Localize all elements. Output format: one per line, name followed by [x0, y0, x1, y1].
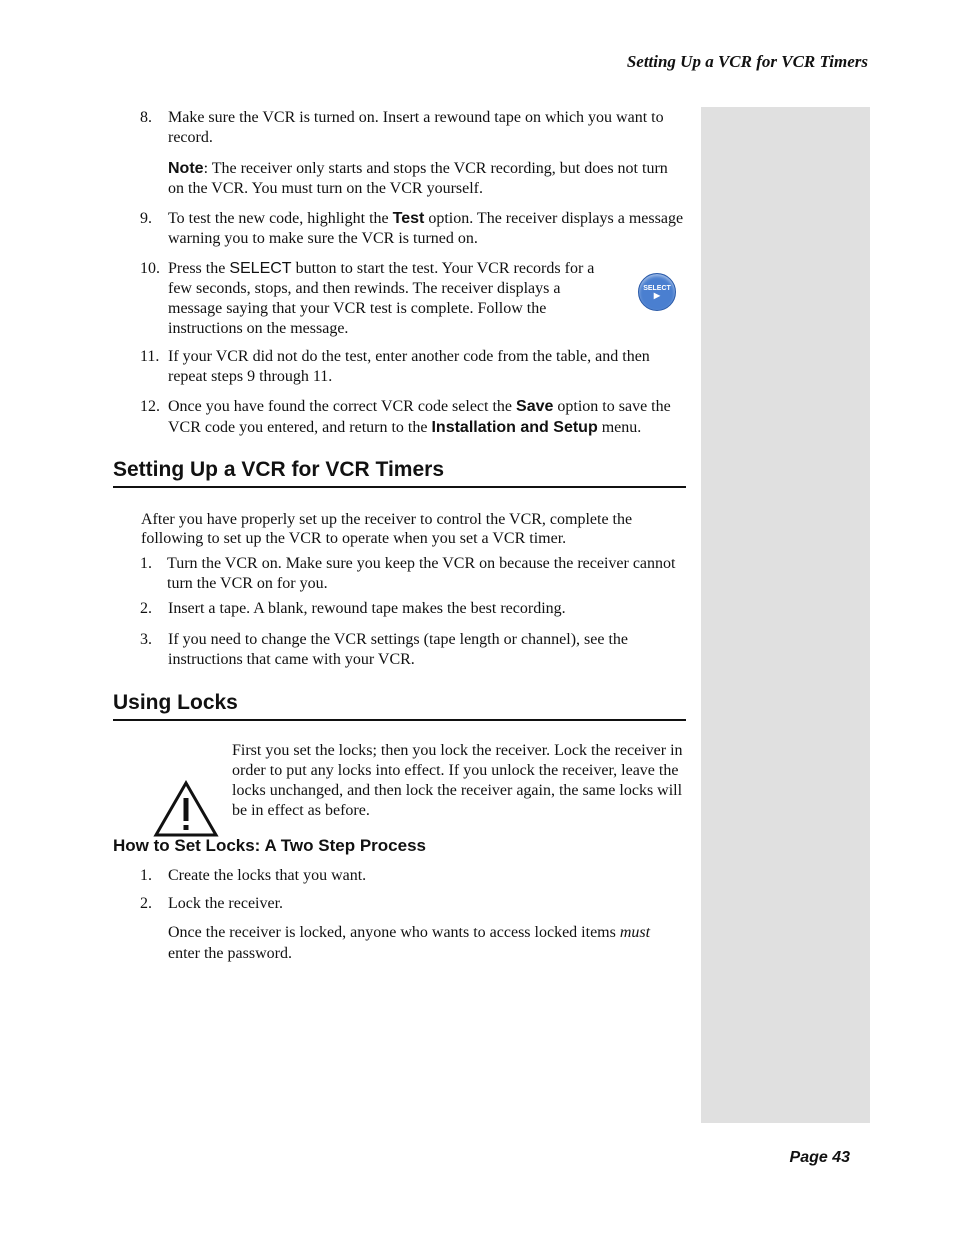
step-text: option. The receiver displays a message warning you to make sure the VCR is turned on.	[168, 210, 684, 247]
locks-step-1	[113, 866, 686, 886]
step-number: 1.	[140, 555, 152, 572]
step-text: Insert a tape. A blank, rewound tape makes the best recording.	[168, 600, 566, 617]
warning-triangle-icon	[153, 780, 219, 838]
step-number: 8.	[140, 109, 152, 126]
installation-setup-label: Installation and Setup	[431, 419, 598, 436]
locks-closing-paragraph	[113, 922, 686, 964]
step-number: 2.	[140, 600, 152, 617]
step-text: button to start the test. Your VCR records for a few seconds, stops, and then rewinds. The receiver displays a message saying that your VCR test is complete. Follow the instructions on the message.	[168, 260, 595, 337]
step-number: 12.	[140, 398, 160, 415]
page-number: Page 43	[789, 1149, 850, 1166]
step-text: If you need to change the VCR settings (tape length or channel), see the instructions that came with your VCR.	[168, 631, 629, 668]
step-12	[113, 396, 686, 438]
sidebar-gray-column	[701, 107, 870, 1123]
vcr-step-2	[113, 599, 686, 619]
step-text: Turn the VCR on. Make sure you keep the VCR on because the receiver cannot turn the VCR on for you.	[167, 555, 676, 592]
closing-text: Once the receiver is locked, anyone who wants to access locked items	[168, 924, 620, 941]
step-text: To test the new code, highlight the	[168, 210, 393, 227]
step-text: option to save the VCR code you entered, and return to the	[168, 398, 671, 436]
step-text: Once you have found the correct VCR code select the	[168, 398, 517, 415]
test-option-label: Test	[392, 210, 425, 227]
step-text: Create the locks that you want.	[168, 867, 367, 884]
step-9	[113, 209, 686, 249]
step-10	[113, 259, 686, 339]
step-text: Lock the receiver.	[168, 895, 284, 912]
select-icon-label: SELECT	[643, 285, 671, 292]
note-label: Note	[168, 160, 204, 177]
step-8	[113, 108, 686, 148]
step-number: 3.	[140, 631, 152, 648]
step-number: 1.	[140, 867, 152, 884]
step-number: 10.	[140, 260, 160, 277]
vcr-step-1	[113, 554, 686, 594]
step-number: 9.	[140, 210, 152, 227]
section-heading-using-locks: Using Locks	[113, 691, 686, 721]
save-option-label: Save	[516, 398, 554, 415]
subheading-set-locks: How to Set Locks: A Two Step Process	[113, 836, 426, 855]
locks-step-2	[113, 894, 686, 914]
step-number: 11.	[140, 348, 160, 365]
page-content	[113, 108, 686, 964]
select-button-icon	[638, 273, 676, 311]
step-text: If your VCR did not do the test, enter another code from the table, and then repeat steps 9 through 11.	[168, 348, 650, 385]
note-text: : The receiver only starts and stops the VCR recording, but does not turn on the VCR. You must turn on the VCR yourself.	[168, 160, 668, 197]
vcr-step-3	[113, 630, 686, 670]
select-key-label: SELECT	[229, 260, 292, 277]
locks-warning-paragraph: First you set the locks; then you lock the receiver. Lock the receiver in order to put any locks into effect. If you unlock the receiver, leave the locks unchanged, and then lock the receiver again, the same locks will be in effect as before.	[232, 742, 683, 819]
play-arrow-icon: ▶	[653, 291, 661, 300]
vcr-intro-paragraph: After you have properly set up the receiver to control the VCR, complete the following to set up the VCR to operate when you set a VCR timer.	[141, 511, 633, 547]
step-text: menu.	[597, 419, 642, 436]
emphasis-must: must	[619, 924, 651, 941]
step-11	[113, 347, 686, 387]
closing-text: enter the password.	[168, 945, 292, 962]
step-number: 2.	[140, 895, 152, 912]
step-text: Press the	[168, 260, 230, 277]
running-header: Setting Up a VCR for VCR Timers	[626, 52, 868, 71]
note-paragraph	[113, 159, 686, 199]
section-heading-vcr-timers: Setting Up a VCR for VCR Timers	[113, 458, 686, 488]
step-text: Make sure the VCR is turned on. Insert a rewound tape on which you want to record.	[168, 109, 664, 146]
